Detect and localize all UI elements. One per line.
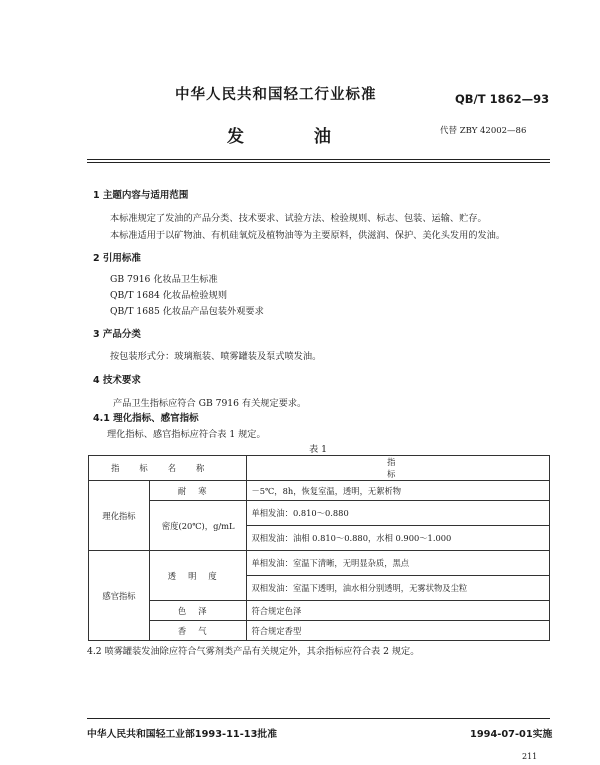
row-value-cold: －5℃，8h，恢复室温，透明，无絮析物 <box>247 481 550 501</box>
row-value-clarity-single: 单相发油：室温下清晰，无明显杂质，黑点 <box>247 551 550 576</box>
table-row <box>89 481 550 501</box>
approval-line: 中华人民共和国轻工业部1993-11-13批准 <box>87 729 278 740</box>
row-value-color: 符合规定色泽 <box>247 601 550 621</box>
section-4-paragraph: 产品卫生指标应符合 GB 7916 有关规定要求。 <box>113 398 307 409</box>
table-row <box>89 621 550 641</box>
table-1 <box>88 455 550 641</box>
table-row <box>89 551 550 576</box>
reference-item: QB/T 1685 化妆品产品包装外观要求 <box>110 306 264 317</box>
section-1-heading: 1 主题内容与适用范围 <box>93 190 189 201</box>
table-caption: 表 1 <box>309 444 327 455</box>
implementation-date: 1994-07-01实施 <box>470 729 553 740</box>
header-indicator: 指标 <box>247 456 550 481</box>
row-name-density: 密度(20℃)，g/mL <box>150 501 247 551</box>
section-3-heading: 3 产品分类 <box>93 329 141 340</box>
row-value-density-dual: 双相发油：油相 0.810～0.880，水相 0.900～1.000 <box>247 526 550 551</box>
standard-title: 中华人民共和国轻工行业标准 <box>175 87 377 103</box>
header-divider <box>87 159 550 160</box>
table-row <box>89 601 550 621</box>
row-name-cold: 耐寒 <box>150 481 247 501</box>
section-2-heading: 2 引用标准 <box>93 253 141 264</box>
section-4-1-text: 理化指标、感官指标应符合表 1 规定。 <box>107 429 266 440</box>
replaces-note: 代替 ZBY 42002—86 <box>440 126 527 136</box>
standard-code: QB/T 1862—93 <box>455 92 550 106</box>
row-name-scent: 香气 <box>150 621 247 641</box>
section-3-paragraph: 按包装形式分：玻璃瓶装、喷雾罐装及泵式喷发油。 <box>110 351 322 362</box>
row-value-scent: 符合规定香型 <box>247 621 550 641</box>
section-1-paragraph-1: 本标准规定了发油的产品分类、技术要求、试验方法、检验规则、标志、包装、运输、贮存。 <box>110 213 487 224</box>
row-name-color: 色泽 <box>150 601 247 621</box>
row-name-clarity: 透明度 <box>150 551 247 601</box>
document-title: 发 油 <box>227 127 363 147</box>
group-physchem: 理化指标 <box>89 481 150 551</box>
section-4-heading: 4 技术要求 <box>93 375 141 386</box>
section-4-2-text: 4.2 喷雾罐装发油除应符合气雾剂类产品有关规定外，其余指标应符合表 2 规定。 <box>87 646 420 657</box>
section-1-paragraph-2: 本标准适用于以矿物油、有机硅氧烷及植物油等为主要原料，供滋润、保护、美化头发用的发油。 <box>110 230 506 241</box>
group-sensory: 感官指标 <box>89 551 150 641</box>
footer-divider <box>87 718 550 719</box>
table-header-row <box>89 456 550 481</box>
reference-item: GB 7916 化妆品卫生标准 <box>110 274 218 285</box>
table-row <box>89 501 550 526</box>
row-value-clarity-dual: 双相发油：室温下透明，油水相分别透明，无雾状物及尘粒 <box>247 576 550 601</box>
page-number: 211 <box>522 752 538 761</box>
reference-item: QB/T 1684 化妆品检验规则 <box>110 290 228 301</box>
section-4-1-heading: 4.1 理化指标、感官指标 <box>93 413 199 424</box>
header-divider-second <box>87 162 550 163</box>
row-value-density-single: 单相发油：0.810～0.880 <box>247 501 550 526</box>
header-indicator-name: 指标名称 <box>89 456 247 481</box>
